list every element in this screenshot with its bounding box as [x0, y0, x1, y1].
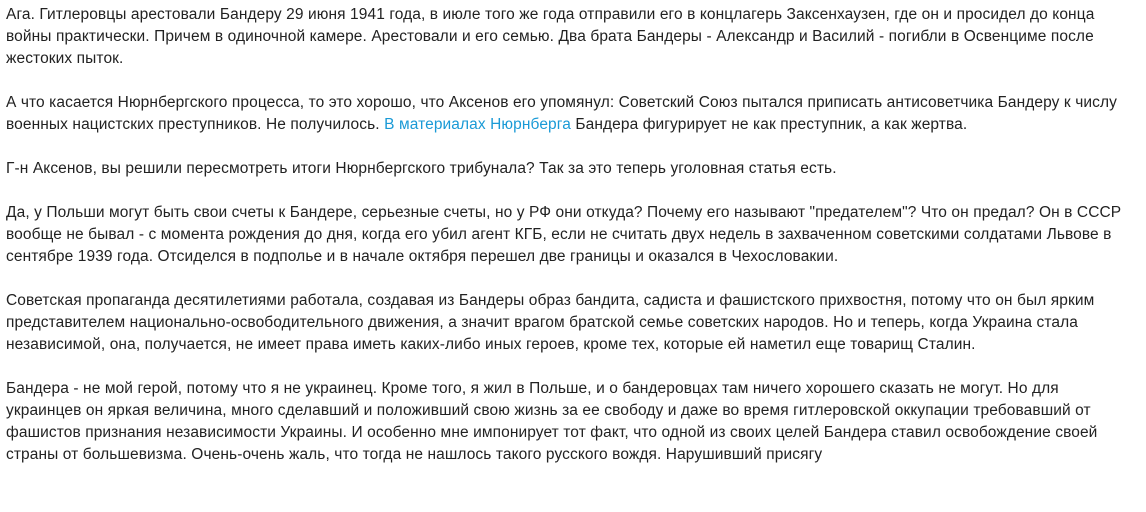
paragraph-6: Бандера - не мой герой, потому что я не украинец. Кроме того, я жил в Польше, и о бандеровцах там ничего хорошего сказать не могут. Но для украинцев он яркая величина, много сделавший и положивший свою жизнь за ее свободу и даже во время гитлеровской оккупации требовавший от фашистов признания независимости Украины. И особенно мне импонирует тот факт, что одной из своих целей Бандера ставил освобождение своей страны от большевизма. Очень-очень жаль, что тогда не нашлось такого русского вождя. Нарушивший присягу [6, 380, 1098, 463]
paragraph-5: Советская пропаганда десятилетиями работала, создавая из Бандеры образ бандита, садиста и фашистского прихвостня, потому что он был ярким представителем национально-освободительного движения, а значит врагом братской семье советских народов. Но и теперь, когда Украина стала независимой, она, получается, не имеет права иметь каких-либо иных героев, кроме тех, которые ей наметил еще товарищ Сталин. [6, 292, 1095, 353]
article-body [6, 4, 1124, 488]
nuremberg-materials-link[interactable]: В материалах Нюрнберга [384, 116, 571, 133]
paragraph-3: Г-н Аксенов, вы решили пересмотреть итоги Нюрнбергского трибунала? Так за это теперь уголовная статья есть. [6, 160, 837, 177]
paragraph-4: Да, у Польши могут быть свои счеты к Бандере, серьезные счеты, но у РФ они откуда? Почему его называют "предателем"? Что он предал? Он в СССР вообще не бывал - с момента рождения до дня, когда его убил агент КГБ, если не считать двух недель в захваченном советскими солдатами Львове в сентябре 1939 года. Отсиделся в подполье и в начале октября перешел две границы и оказался в Чехословакии. [6, 204, 1122, 265]
paragraph-1: Ага. Гитлеровцы арестовали Бандеру 29 июня 1941 года, в июле того же года отправили его в концлагерь Заксенхаузен, где он и просидел до конца войны практически. Причем в одиночной камере. Арестовали и его семью. Два брата Бандеры - Александр и Василий - погибли в Освенциме после жестоких пыток. [6, 6, 1095, 67]
paragraph-2-text-before: А что касается Нюрнбергского процесса, то это хорошо, что Аксенов его упомянул: Советский Союз пытался приписать антисоветчика Бандеру к числу военных нацистских преступников. Не получилось. [6, 94, 1117, 133]
page-scrollbar[interactable] [1130, 0, 1146, 512]
paragraph-2-text-after: Бандера фигурирует не как преступник, а как жертва. [570, 116, 968, 133]
paragraph-2 [6, 92, 1124, 136]
